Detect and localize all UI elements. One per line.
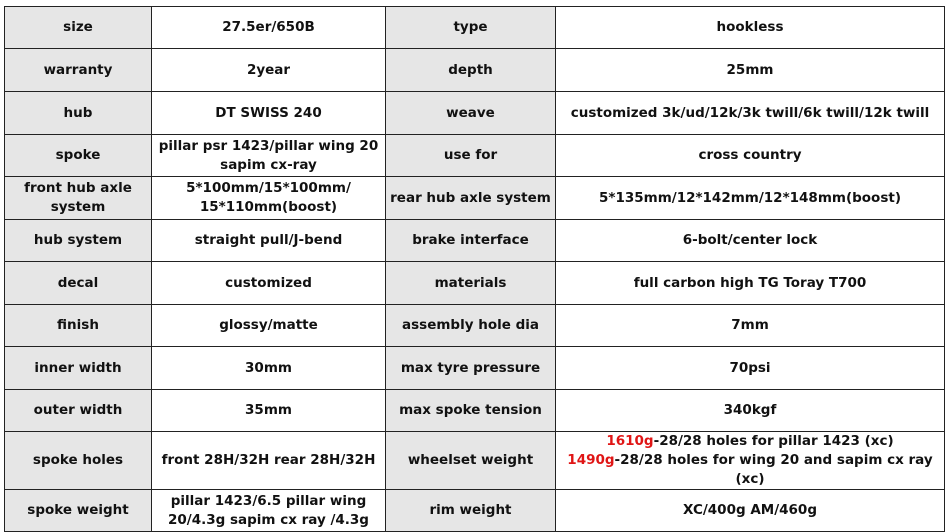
spec-value: 35mm bbox=[152, 390, 386, 432]
spec-row-outer-width bbox=[5, 390, 945, 432]
spec-value: front 28H/32H rear 28H/32H bbox=[152, 432, 386, 490]
spec-row-inner-width bbox=[5, 347, 945, 390]
spec-row-hub-system bbox=[5, 220, 945, 262]
spec-label: spoke holes bbox=[5, 432, 152, 490]
spec-value: customized 3k/ud/12k/3k twill/6k twill/12k twill bbox=[556, 92, 945, 135]
spec-label: front hub axle system bbox=[5, 177, 152, 220]
spec-label: warranty bbox=[5, 49, 152, 92]
spec-label: wheelset weight bbox=[386, 432, 556, 490]
spec-value: 30mm bbox=[152, 347, 386, 390]
spec-label: spoke weight bbox=[5, 490, 152, 532]
wheelset-weight-value bbox=[556, 432, 945, 490]
weight-line bbox=[559, 432, 941, 451]
spec-value: hookless bbox=[556, 7, 945, 49]
spec-label: weave bbox=[386, 92, 556, 135]
spec-value: 6-bolt/center lock bbox=[556, 220, 945, 262]
spec-row-warranty bbox=[5, 49, 945, 92]
spec-value: 27.5er/650B bbox=[152, 7, 386, 49]
spec-label: hub system bbox=[5, 220, 152, 262]
spec-value: 5*100mm/15*100mm/ 15*110mm(boost) bbox=[152, 177, 386, 220]
spec-value: pillar 1423/6.5 pillar wing 20/4.3g sapim cx ray /4.3g bbox=[152, 490, 386, 532]
spec-label: size bbox=[5, 7, 152, 49]
weight-highlight: 1610g bbox=[606, 433, 654, 449]
spec-value: cross country bbox=[556, 135, 945, 177]
spec-row-decal bbox=[5, 262, 945, 305]
weight-text: -28/28 holes for pillar 1423 (xc) bbox=[653, 433, 894, 449]
spec-label: assembly hole dia bbox=[386, 305, 556, 347]
spec-value: 5*135mm/12*142mm/12*148mm(boost) bbox=[556, 177, 945, 220]
spec-row-size bbox=[5, 7, 945, 49]
spec-row-finish bbox=[5, 305, 945, 347]
spec-label: hub bbox=[5, 92, 152, 135]
spec-row-hub bbox=[5, 92, 945, 135]
spec-label: finish bbox=[5, 305, 152, 347]
spec-label: brake interface bbox=[386, 220, 556, 262]
spec-value: 340kgf bbox=[556, 390, 945, 432]
weight-highlight: 1490g bbox=[567, 452, 615, 468]
spec-label: materials bbox=[386, 262, 556, 305]
spec-value: customized bbox=[152, 262, 386, 305]
weight-text: -28/28 holes for wing 20 and sapim cx ray (xc) bbox=[614, 452, 933, 487]
spec-label: rear hub axle system bbox=[386, 177, 556, 220]
spec-row-spoke-weight bbox=[5, 490, 945, 532]
spec-row-spoke bbox=[5, 135, 945, 177]
spec-value: DT SWISS 240 bbox=[152, 92, 386, 135]
spec-label: inner width bbox=[5, 347, 152, 390]
spec-value: XC/400g AM/460g bbox=[556, 490, 945, 532]
spec-value: 2year bbox=[152, 49, 386, 92]
spec-value: 25mm bbox=[556, 49, 945, 92]
spec-row-axle bbox=[5, 177, 945, 220]
spec-label: outer width bbox=[5, 390, 152, 432]
spec-label: depth bbox=[386, 49, 556, 92]
spec-label: spoke bbox=[5, 135, 152, 177]
spec-row-spoke-holes bbox=[5, 432, 945, 490]
spec-label: max tyre pressure bbox=[386, 347, 556, 390]
spec-value: glossy/matte bbox=[152, 305, 386, 347]
specification-table bbox=[4, 6, 945, 532]
spec-label: decal bbox=[5, 262, 152, 305]
spec-value: full carbon high TG Toray T700 bbox=[556, 262, 945, 305]
spec-label: max spoke tension bbox=[386, 390, 556, 432]
spec-label: type bbox=[386, 7, 556, 49]
weight-line bbox=[559, 451, 941, 489]
spec-label: use for bbox=[386, 135, 556, 177]
spec-value: straight pull/J-bend bbox=[152, 220, 386, 262]
spec-value: pillar psr 1423/pillar wing 20 sapim cx-ray bbox=[152, 135, 386, 177]
spec-label: rim weight bbox=[386, 490, 556, 532]
spec-value: 70psi bbox=[556, 347, 945, 390]
spec-value: 7mm bbox=[556, 305, 945, 347]
